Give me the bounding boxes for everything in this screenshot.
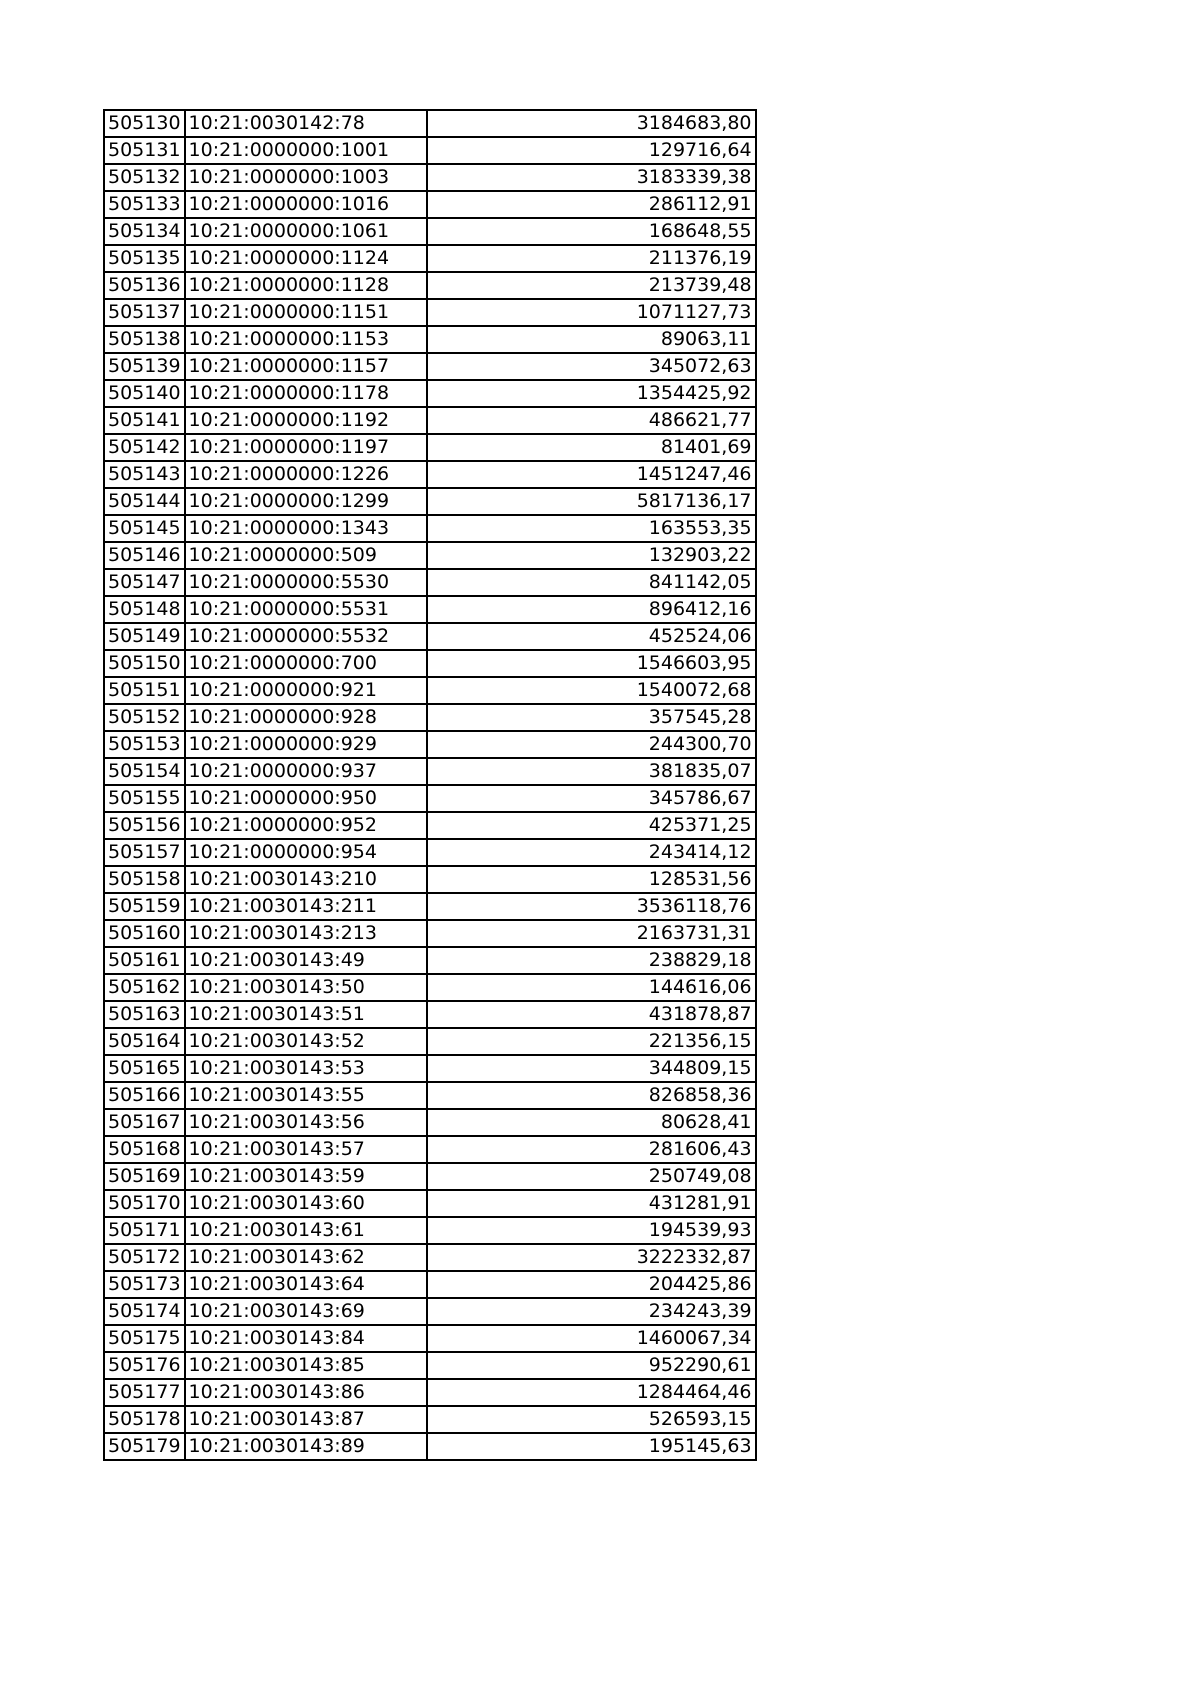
value-cell: 431281,91 (427, 1190, 756, 1217)
cadastral-number-cell: 10:21:0030143:87 (185, 1406, 427, 1433)
table-row (104, 893, 756, 920)
cadastral-number-cell: 10:21:0000000:954 (185, 839, 427, 866)
table-row (104, 569, 756, 596)
row-number-cell: 505172 (104, 1244, 185, 1271)
value-cell: 211376,19 (427, 245, 756, 272)
table-row (104, 245, 756, 272)
cadastral-number-cell: 10:21:0030143:69 (185, 1298, 427, 1325)
value-cell: 194539,93 (427, 1217, 756, 1244)
row-number-cell: 505154 (104, 758, 185, 785)
row-number-cell: 505135 (104, 245, 185, 272)
row-number-cell: 505146 (104, 542, 185, 569)
value-cell: 89063,11 (427, 326, 756, 353)
cadastral-number-cell: 10:21:0000000:509 (185, 542, 427, 569)
row-number-cell: 505139 (104, 353, 185, 380)
cadastral-number-cell: 10:21:0000000:921 (185, 677, 427, 704)
cadastral-number-cell: 10:21:0000000:1299 (185, 488, 427, 515)
cadastral-number-cell: 10:21:0030143:64 (185, 1271, 427, 1298)
table-row (104, 758, 756, 785)
cadastral-number-cell: 10:21:0030143:213 (185, 920, 427, 947)
value-cell: 3222332,87 (427, 1244, 756, 1271)
table-row (104, 326, 756, 353)
cadastral-number-cell: 10:21:0030143:62 (185, 1244, 427, 1271)
table-row (104, 380, 756, 407)
cadastral-number-cell: 10:21:0000000:1178 (185, 380, 427, 407)
row-number-cell: 505173 (104, 1271, 185, 1298)
cadastral-number-cell: 10:21:0000000:700 (185, 650, 427, 677)
table-row (104, 164, 756, 191)
row-number-cell: 505152 (104, 704, 185, 731)
table-row (104, 218, 756, 245)
cadastral-number-cell: 10:21:0030143:55 (185, 1082, 427, 1109)
cadastral-number-cell: 10:21:0030143:85 (185, 1352, 427, 1379)
value-cell: 431878,87 (427, 1001, 756, 1028)
row-number-cell: 505162 (104, 974, 185, 1001)
row-number-cell: 505179 (104, 1433, 185, 1460)
row-number-cell: 505168 (104, 1136, 185, 1163)
row-number-cell: 505142 (104, 434, 185, 461)
value-cell: 357545,28 (427, 704, 756, 731)
cadastral-number-cell: 10:21:0000000:1192 (185, 407, 427, 434)
row-number-cell: 505151 (104, 677, 185, 704)
cadastral-number-cell: 10:21:0000000:1157 (185, 353, 427, 380)
row-number-cell: 505155 (104, 785, 185, 812)
table-row (104, 1298, 756, 1325)
value-cell: 425371,25 (427, 812, 756, 839)
table-row (104, 812, 756, 839)
cadastral-number-cell: 10:21:0030143:51 (185, 1001, 427, 1028)
row-number-cell: 505163 (104, 1001, 185, 1028)
table-row (104, 1082, 756, 1109)
row-number-cell: 505171 (104, 1217, 185, 1244)
table-row (104, 434, 756, 461)
row-number-cell: 505136 (104, 272, 185, 299)
table-row (104, 1190, 756, 1217)
value-cell: 129716,64 (427, 137, 756, 164)
table-row (104, 1028, 756, 1055)
value-cell: 144616,06 (427, 974, 756, 1001)
value-cell: 526593,15 (427, 1406, 756, 1433)
cadastral-number-cell: 10:21:0000000:937 (185, 758, 427, 785)
table-row (104, 272, 756, 299)
value-cell: 345786,67 (427, 785, 756, 812)
row-number-cell: 505153 (104, 731, 185, 758)
value-cell: 826858,36 (427, 1082, 756, 1109)
row-number-cell: 505145 (104, 515, 185, 542)
table-row (104, 1163, 756, 1190)
value-cell: 952290,61 (427, 1352, 756, 1379)
row-number-cell: 505178 (104, 1406, 185, 1433)
cadastral-number-cell: 10:21:0000000:1128 (185, 272, 427, 299)
data-table (103, 109, 757, 1461)
row-number-cell: 505150 (104, 650, 185, 677)
row-number-cell: 505166 (104, 1082, 185, 1109)
value-cell: 1284464,46 (427, 1379, 756, 1406)
value-cell: 1546603,95 (427, 650, 756, 677)
row-number-cell: 505176 (104, 1352, 185, 1379)
row-number-cell: 505143 (104, 461, 185, 488)
table-row (104, 1379, 756, 1406)
value-cell: 163553,35 (427, 515, 756, 542)
cadastral-number-cell: 10:21:0000000:950 (185, 785, 427, 812)
cadastral-number-cell: 10:21:0000000:952 (185, 812, 427, 839)
value-cell: 244300,70 (427, 731, 756, 758)
table-row (104, 839, 756, 866)
cadastral-number-cell: 10:21:0030143:56 (185, 1109, 427, 1136)
value-cell: 1451247,46 (427, 461, 756, 488)
cadastral-number-cell: 10:21:0000000:5530 (185, 569, 427, 596)
row-number-cell: 505140 (104, 380, 185, 407)
row-number-cell: 505131 (104, 137, 185, 164)
table-row (104, 920, 756, 947)
table-row (104, 866, 756, 893)
cadastral-number-cell: 10:21:0030143:50 (185, 974, 427, 1001)
table-row (104, 137, 756, 164)
value-cell: 168648,55 (427, 218, 756, 245)
row-number-cell: 505164 (104, 1028, 185, 1055)
table-row (104, 461, 756, 488)
value-cell: 213739,48 (427, 272, 756, 299)
cadastral-number-cell: 10:21:0000000:1124 (185, 245, 427, 272)
row-number-cell: 505132 (104, 164, 185, 191)
table-row (104, 488, 756, 515)
table-row (104, 1001, 756, 1028)
row-number-cell: 505170 (104, 1190, 185, 1217)
cadastral-number-cell: 10:21:0030143:49 (185, 947, 427, 974)
row-number-cell: 505169 (104, 1163, 185, 1190)
cadastral-number-cell: 10:21:0030143:59 (185, 1163, 427, 1190)
value-cell: 195145,63 (427, 1433, 756, 1460)
value-cell: 1071127,73 (427, 299, 756, 326)
value-cell: 128531,56 (427, 866, 756, 893)
table-row (104, 407, 756, 434)
table-row (104, 1433, 756, 1460)
row-number-cell: 505130 (104, 110, 185, 137)
row-number-cell: 505148 (104, 596, 185, 623)
value-cell: 345072,63 (427, 353, 756, 380)
row-number-cell: 505159 (104, 893, 185, 920)
value-cell: 250749,08 (427, 1163, 756, 1190)
row-number-cell: 505141 (104, 407, 185, 434)
cadastral-number-cell: 10:21:0000000:928 (185, 704, 427, 731)
value-cell: 896412,16 (427, 596, 756, 623)
row-number-cell: 505158 (104, 866, 185, 893)
value-cell: 344809,15 (427, 1055, 756, 1082)
cadastral-number-cell: 10:21:0000000:929 (185, 731, 427, 758)
value-cell: 841142,05 (427, 569, 756, 596)
row-number-cell: 505177 (104, 1379, 185, 1406)
value-cell: 238829,18 (427, 947, 756, 974)
cadastral-number-cell: 10:21:0030143:84 (185, 1325, 427, 1352)
row-number-cell: 505175 (104, 1325, 185, 1352)
table-row (104, 1244, 756, 1271)
row-number-cell: 505147 (104, 569, 185, 596)
cadastral-number-cell: 10:21:0000000:1151 (185, 299, 427, 326)
value-cell: 234243,39 (427, 1298, 756, 1325)
cadastral-number-cell: 10:21:0000000:1001 (185, 137, 427, 164)
value-cell: 286112,91 (427, 191, 756, 218)
table-row (104, 542, 756, 569)
row-number-cell: 505149 (104, 623, 185, 650)
table-row (104, 515, 756, 542)
cadastral-number-cell: 10:21:0030143:53 (185, 1055, 427, 1082)
cadastral-number-cell: 10:21:0030143:57 (185, 1136, 427, 1163)
cadastral-number-cell: 10:21:0030143:211 (185, 893, 427, 920)
value-cell: 2163731,31 (427, 920, 756, 947)
row-number-cell: 505156 (104, 812, 185, 839)
cadastral-number-cell: 10:21:0030143:60 (185, 1190, 427, 1217)
row-number-cell: 505167 (104, 1109, 185, 1136)
row-number-cell: 505161 (104, 947, 185, 974)
value-cell: 3183339,38 (427, 164, 756, 191)
row-number-cell: 505165 (104, 1055, 185, 1082)
value-cell: 3536118,76 (427, 893, 756, 920)
table-row (104, 110, 756, 137)
value-cell: 80628,41 (427, 1109, 756, 1136)
cadastral-number-cell: 10:21:0000000:1226 (185, 461, 427, 488)
cadastral-number-cell: 10:21:0000000:1343 (185, 515, 427, 542)
value-cell: 1460067,34 (427, 1325, 756, 1352)
table-row (104, 731, 756, 758)
table-row (104, 1217, 756, 1244)
table-row (104, 623, 756, 650)
table-row (104, 677, 756, 704)
table-row (104, 704, 756, 731)
table-row (104, 1055, 756, 1082)
table-row (104, 1406, 756, 1433)
value-cell: 281606,43 (427, 1136, 756, 1163)
row-number-cell: 505157 (104, 839, 185, 866)
value-cell: 3184683,80 (427, 110, 756, 137)
cadastral-number-cell: 10:21:0000000:1016 (185, 191, 427, 218)
cadastral-number-cell: 10:21:0000000:1153 (185, 326, 427, 353)
value-cell: 204425,86 (427, 1271, 756, 1298)
table-row (104, 353, 756, 380)
value-cell: 1540072,68 (427, 677, 756, 704)
value-cell: 486621,77 (427, 407, 756, 434)
value-cell: 452524,06 (427, 623, 756, 650)
value-cell: 221356,15 (427, 1028, 756, 1055)
table-row (104, 785, 756, 812)
cadastral-number-cell: 10:21:0000000:5532 (185, 623, 427, 650)
cadastral-number-cell: 10:21:0000000:1197 (185, 434, 427, 461)
table-row (104, 1325, 756, 1352)
value-cell: 132903,22 (427, 542, 756, 569)
row-number-cell: 505133 (104, 191, 185, 218)
cadastral-number-cell: 10:21:0000000:5531 (185, 596, 427, 623)
value-cell: 243414,12 (427, 839, 756, 866)
table-row (104, 1136, 756, 1163)
table-row (104, 650, 756, 677)
table-row (104, 1352, 756, 1379)
row-number-cell: 505138 (104, 326, 185, 353)
table-row (104, 974, 756, 1001)
table-row (104, 191, 756, 218)
row-number-cell: 505134 (104, 218, 185, 245)
cadastral-number-cell: 10:21:0030143:86 (185, 1379, 427, 1406)
cadastral-number-cell: 10:21:0030142:78 (185, 110, 427, 137)
value-cell: 1354425,92 (427, 380, 756, 407)
table-row (104, 299, 756, 326)
cadastral-number-cell: 10:21:0030143:52 (185, 1028, 427, 1055)
cadastral-number-cell: 10:21:0000000:1061 (185, 218, 427, 245)
cadastral-number-cell: 10:21:0030143:61 (185, 1217, 427, 1244)
table-row (104, 947, 756, 974)
table-row (104, 1109, 756, 1136)
table-body (104, 110, 756, 1460)
row-number-cell: 505137 (104, 299, 185, 326)
value-cell: 5817136,17 (427, 488, 756, 515)
cadastral-number-cell: 10:21:0000000:1003 (185, 164, 427, 191)
row-number-cell: 505144 (104, 488, 185, 515)
value-cell: 81401,69 (427, 434, 756, 461)
cadastral-number-cell: 10:21:0030143:210 (185, 866, 427, 893)
cadastral-number-cell: 10:21:0030143:89 (185, 1433, 427, 1460)
row-number-cell: 505160 (104, 920, 185, 947)
value-cell: 381835,07 (427, 758, 756, 785)
table-row (104, 596, 756, 623)
table-row (104, 1271, 756, 1298)
row-number-cell: 505174 (104, 1298, 185, 1325)
